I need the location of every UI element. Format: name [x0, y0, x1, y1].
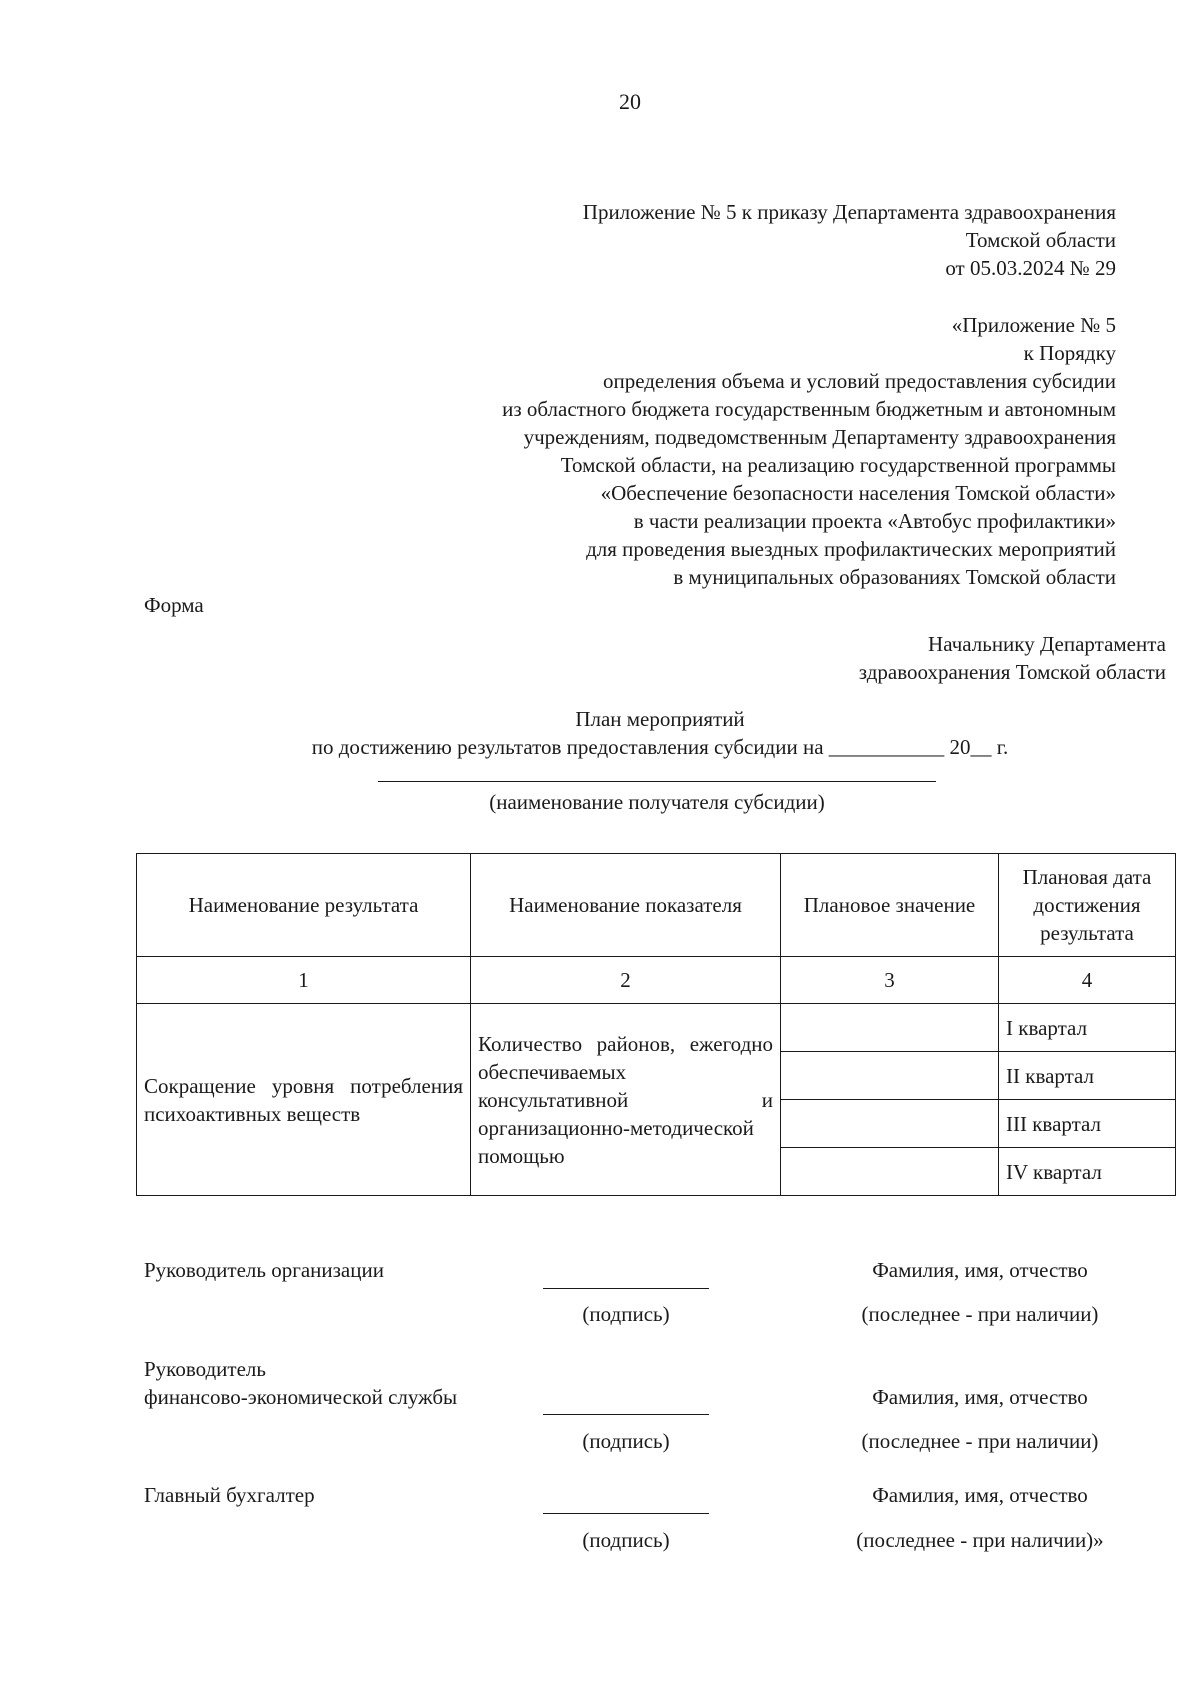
annex-line: Томской области: [965, 228, 1116, 252]
signature-caption: (подпись): [582, 1528, 670, 1552]
addressee: [666, 630, 1166, 686]
order-annex-line: в части реализации проекта «Автобус профилактики»: [633, 509, 1116, 533]
column-number: 4: [999, 957, 1176, 1004]
quarter-cell: I квартал: [999, 1004, 1176, 1052]
signature-caption: (подпись): [582, 1302, 670, 1326]
column-number: 2: [471, 957, 781, 1004]
order-annex-line: к Порядку: [1023, 341, 1116, 365]
signatory-title: Главный бухгалтер: [144, 1483, 315, 1507]
order-annex-line: «Обеспечение безопасности населения Томской области»: [600, 481, 1116, 505]
table-row: [137, 1004, 1176, 1052]
indicator-name-cell: Количество районов, ежегодно обеспечиваемых консультативной и организационно-методической помощью: [471, 1004, 781, 1196]
column-header: Наименование результата: [137, 854, 471, 957]
order-annex-line: учреждениям, подведомственным Департаменту здравоохранения: [523, 425, 1116, 449]
signature-line[interactable]: [543, 1513, 709, 1514]
recipient-caption: (наименование получателя субсидии): [489, 790, 825, 814]
recipient-name-line: [378, 781, 936, 782]
plan-title: План мероприятий: [575, 707, 745, 731]
fio-label: Фамилия, имя, отчество: [872, 1258, 1088, 1282]
planned-value-cell[interactable]: [781, 1052, 999, 1100]
table-number-row: [137, 957, 1176, 1004]
quarter-cell: IV квартал: [999, 1148, 1176, 1196]
plan-title-block: [250, 705, 1070, 761]
annex-header: [316, 198, 1116, 282]
planned-value-cell[interactable]: [781, 1148, 999, 1196]
result-name-cell: Сокращение уровня потребления психоактивных веществ: [137, 1004, 471, 1196]
fio-note: (последнее - при наличии)»: [856, 1528, 1104, 1552]
order-annex-line: в муниципальных образованиях Томской области: [673, 565, 1116, 589]
annex-line: Приложение № 5 к приказу Департамента здравоохранения: [582, 200, 1116, 224]
fio-note: (последнее - при наличии): [861, 1302, 1099, 1326]
order-annex-line: из областного бюджета государственным бюджетным и автономным: [502, 397, 1116, 421]
fio-label: Фамилия, имя, отчество: [872, 1385, 1088, 1409]
page-number: 20: [619, 89, 641, 114]
signature-line[interactable]: [543, 1288, 709, 1289]
order-annex-header: [296, 311, 1116, 591]
quarter-cell: III квартал: [999, 1100, 1176, 1148]
fio-label: Фамилия, имя, отчество: [872, 1483, 1088, 1507]
signature-line[interactable]: [543, 1414, 709, 1415]
signatory-title: Руководитель: [144, 1357, 266, 1381]
column-number: 1: [137, 957, 471, 1004]
column-number: 3: [781, 957, 999, 1004]
signature-caption: (подпись): [582, 1429, 670, 1453]
planned-value-cell[interactable]: [781, 1004, 999, 1052]
annex-date-number: от 05.03.2024 № 29: [945, 256, 1116, 280]
column-header: Наименование показателя: [471, 854, 781, 957]
signatory-title: Руководитель организации: [144, 1258, 384, 1282]
order-annex-line: Томской области, на реализацию государственной программы: [560, 453, 1116, 477]
results-table: [136, 853, 1176, 1196]
column-header: Плановая дата достижения результата: [999, 854, 1176, 957]
fio-note: (последнее - при наличии): [861, 1429, 1099, 1453]
quarter-cell: II квартал: [999, 1052, 1176, 1100]
addressee-line: Начальнику Департамента: [928, 632, 1166, 656]
column-header: Плановое значение: [781, 854, 999, 957]
table-header-row: [137, 854, 1176, 957]
order-annex-line: «Приложение № 5: [951, 313, 1116, 337]
order-annex-line: для проведения выездных профилактических мероприятий: [586, 537, 1116, 561]
addressee-line: здравоохранения Томской области: [858, 660, 1166, 684]
signatory-title: финансово-экономической службы: [144, 1385, 458, 1409]
planned-value-cell[interactable]: [781, 1100, 999, 1148]
plan-subtitle: по достижению результатов предоставления субсидии на ___________ 20__ г.: [311, 735, 1009, 759]
form-label: Форма: [144, 593, 204, 617]
order-annex-line: определения объема и условий предоставления субсидии: [602, 369, 1116, 393]
